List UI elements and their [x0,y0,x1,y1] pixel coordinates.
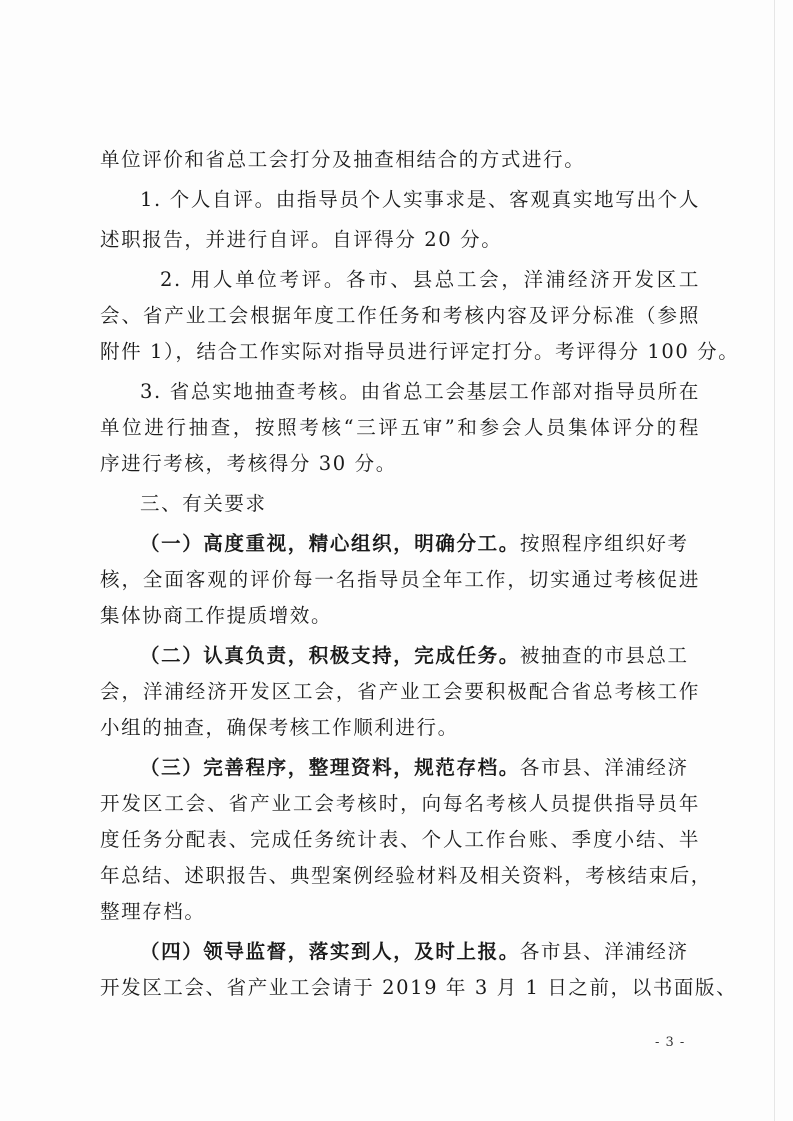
text-line: 单位进行抽查，按照考核“三评五审”和参会人员集体评分的程 [100,416,700,439]
page-edge-divider [774,0,775,1121]
bold-lead: （四）领导监督，落实到人，及时上报。 [140,940,520,963]
bold-lead: （三）完善程序，整理资料，规范存档。 [140,756,520,779]
text-line: 开发区工会、省产业工会考核时，向每名考核人员提供指导员年 [100,792,700,815]
text-run: 按照程序组织好考 [519,532,689,555]
section-heading: 三、有关要求 [140,492,267,515]
bold-lead: （二）认真负责，积极支持，完成任务。 [140,644,520,667]
text-line: 开发区工会、省产业工会请于 2019 年 3 月 1 日之前，以书面版、 [100,976,738,999]
text-line: 2. 用人单位考评。各市、县总工会，洋浦经济开发区工 [160,268,700,291]
text-run: 各市县、洋浦经济 [519,940,689,963]
text-line: 会，洋浦经济开发区工会，省产业工会要积极配合省总考核工作 [100,680,700,703]
paragraph-first-line [140,530,700,558]
text-line: 序进行考核，考核得分 30 分。 [100,452,397,475]
text-run: 被抽查的市县总工 [519,644,689,667]
paragraph-first-line [140,754,700,782]
bold-lead: （一）高度重视，精心组织，明确分工。 [140,532,520,555]
text-line: 度任务分配表、完成任务统计表、个人工作台账、季度小结、半 [100,828,700,851]
paragraph-first-line [140,938,700,966]
text-line: 附件 1），结合工作实际对指导员进行评定打分。考评得分 100 分。 [100,340,740,363]
text-line: 会、省产业工会根据年度工作任务和考核内容及评分标准（参照 [100,304,700,327]
text-line: 1. 个人自评。由指导员个人实事求是、客观真实地写出个人 [140,188,700,211]
text-run: 各市县、洋浦经济 [519,756,689,779]
text-line: 年总结、述职报告、典型案例经验材料及相关资料，考核结束后， [100,864,712,887]
page-number: - 3 - [655,1035,686,1050]
text-line: 述职报告，并进行自评。自评得分 20 分。 [100,228,503,251]
text-line: 3. 省总实地抽查考核。由省总工会基层工作部对指导员所在 [140,380,700,403]
text-line: 集体协商工作提质增效。 [100,604,333,627]
text-line: 小组的抽查，确保考核工作顺利进行。 [100,716,459,739]
text-line: 整理存档。 [100,900,206,923]
text-line: 单位评价和省总工会打分及抽查相结合的方式进行。 [100,148,586,171]
paragraph-first-line [140,642,700,670]
text-line: 核，全面客观的评价每一名指导员全年工作，切实通过考核促进 [100,568,700,591]
